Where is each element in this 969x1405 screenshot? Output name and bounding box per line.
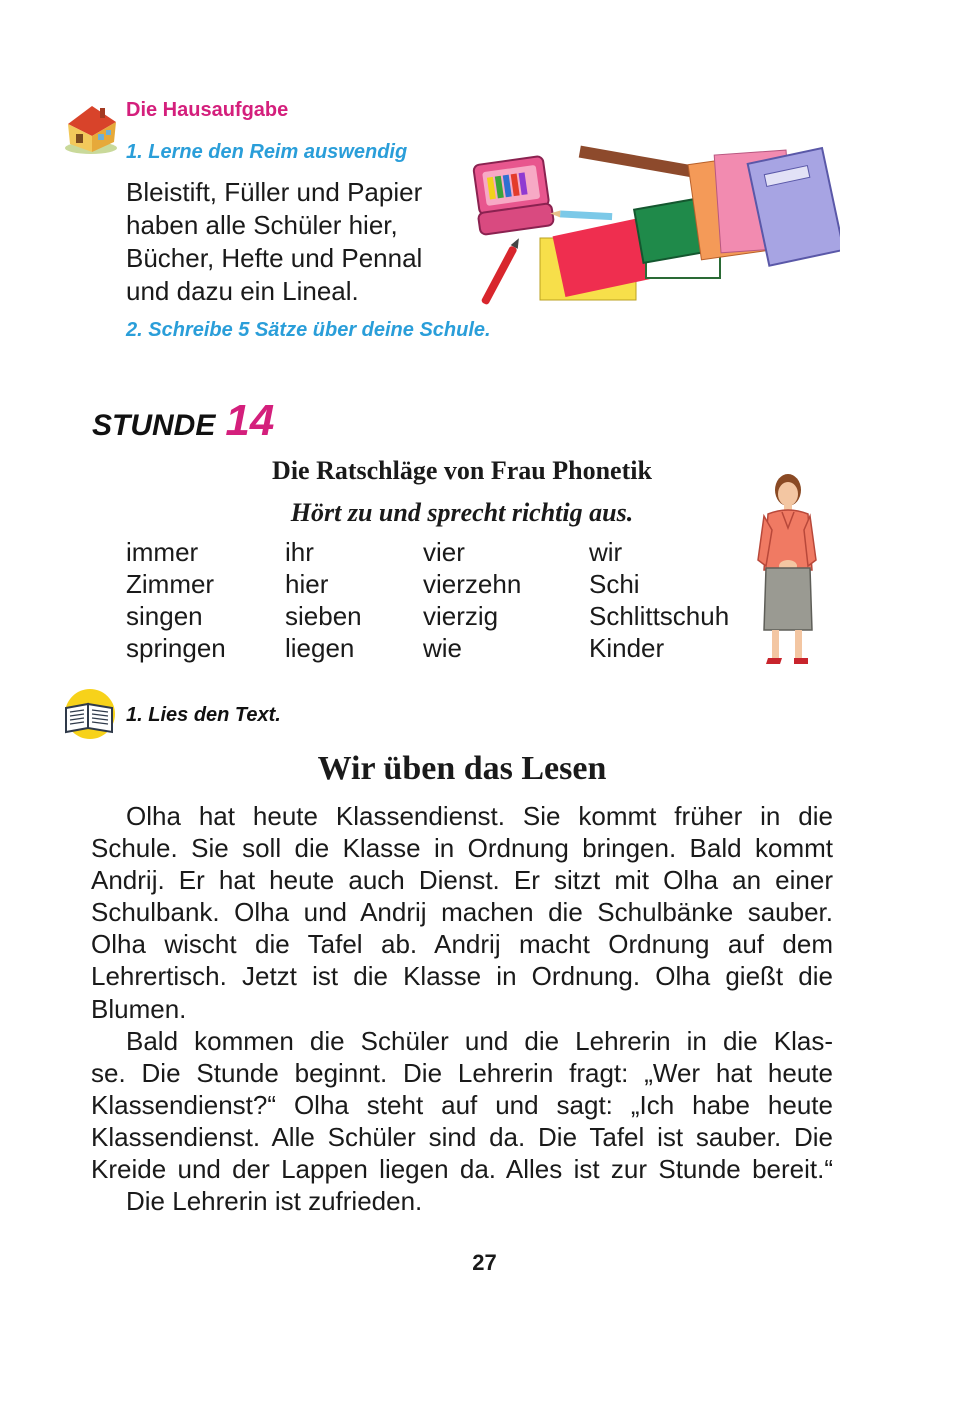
rhyme-line: Bücher, Hefte und Pennal	[126, 243, 423, 273]
word-cell: hier	[285, 569, 329, 599]
homework-task-2: 2. Schreibe 5 Sätze über deine Schule.	[126, 319, 491, 341]
word-cell: Schi	[589, 569, 640, 599]
word-cell: immer	[126, 537, 199, 567]
phonetics-instruction: Hört zu und sprecht richtig aus.	[290, 498, 634, 527]
text-line: se. Die Stunde beginnt. Die Lehrerin fragt: „Wer hat heute	[91, 1057, 833, 1088]
homework-title: Die Hausaufgabe	[126, 99, 289, 121]
reading-text	[91, 800, 833, 1217]
word-cell: ihr	[285, 537, 314, 567]
word-cell: wir	[589, 537, 623, 567]
reading-title: Wir üben das Lesen	[317, 750, 607, 787]
school-supplies-illustration	[460, 138, 840, 308]
rhyme-line: und dazu ein Lineal.	[126, 276, 359, 306]
lesson-number: 14	[225, 396, 275, 445]
homework-task-1: 1. Lerne den Reim auswendig	[126, 141, 408, 163]
text-line: Kreide und der Lappen liegen da. Alles ist zur Stunde bereit.“	[91, 1154, 833, 1185]
word-cell: vier	[423, 537, 465, 567]
text-line: Schule. Sie soll die Klasse in Ordnung bringen. Bald kommt	[91, 833, 833, 864]
text-line: Olha hat heute Klassendienst. Sie kommt früher in die	[126, 801, 833, 831]
text-line: Olha wischt die Tafel ab. Andrij macht Ordnung auf dem	[91, 929, 833, 960]
lesson-word: STUNDE	[92, 409, 216, 442]
word-cell: Kinder	[589, 633, 665, 663]
word-cell: Zimmer	[126, 569, 215, 599]
book-icon	[60, 688, 118, 740]
text-line: Bald kommen die Schüler und die Lehrerin in die Klas-	[126, 1025, 833, 1056]
text-line: Klassendienst. Alle Schüler sind da. Die Tafel ist sauber. Die	[91, 1121, 833, 1152]
house-icon	[62, 98, 120, 156]
lesson-heading	[92, 396, 274, 446]
text-line: Die Lehrerin ist zufrieden.	[126, 1186, 423, 1217]
word-cell: vierzehn	[423, 569, 522, 599]
word-cell: springen	[126, 633, 226, 663]
page-number: 27	[472, 1250, 497, 1275]
text-line: Blumen.	[91, 993, 187, 1024]
word-cell: singen	[126, 601, 203, 631]
word-cell: sieben	[285, 601, 362, 631]
text-line: Schulbank. Olha und Andrij machen die Schulbänke sauber.	[91, 897, 833, 928]
text-line: Klassendienst?“ Olha steht auf und sagt: „Ich habe heute	[91, 1089, 833, 1120]
text-line: Andrij. Er hat heute auch Dienst. Er sitzt mit Olha an einer	[91, 865, 833, 896]
rhyme-line: Bleistift, Füller und Papier	[126, 177, 423, 207]
reading-task: 1. Lies den Text.	[126, 704, 281, 726]
word-cell: vierzig	[423, 601, 499, 631]
rhyme-line: haben alle Schüler hier,	[126, 210, 398, 240]
word-cell: liegen	[285, 633, 355, 663]
teacher-illustration	[752, 470, 822, 670]
word-cell: wie	[423, 633, 463, 663]
rhyme	[126, 176, 422, 308]
word-cell: Schlittschuh	[589, 601, 730, 631]
phonetics-title: Die Ratschläge von Frau Phonetik	[272, 456, 652, 485]
text-line: Lehrertisch. Jetzt ist die Klasse in Ordnung. Olha gießt die	[91, 961, 833, 992]
